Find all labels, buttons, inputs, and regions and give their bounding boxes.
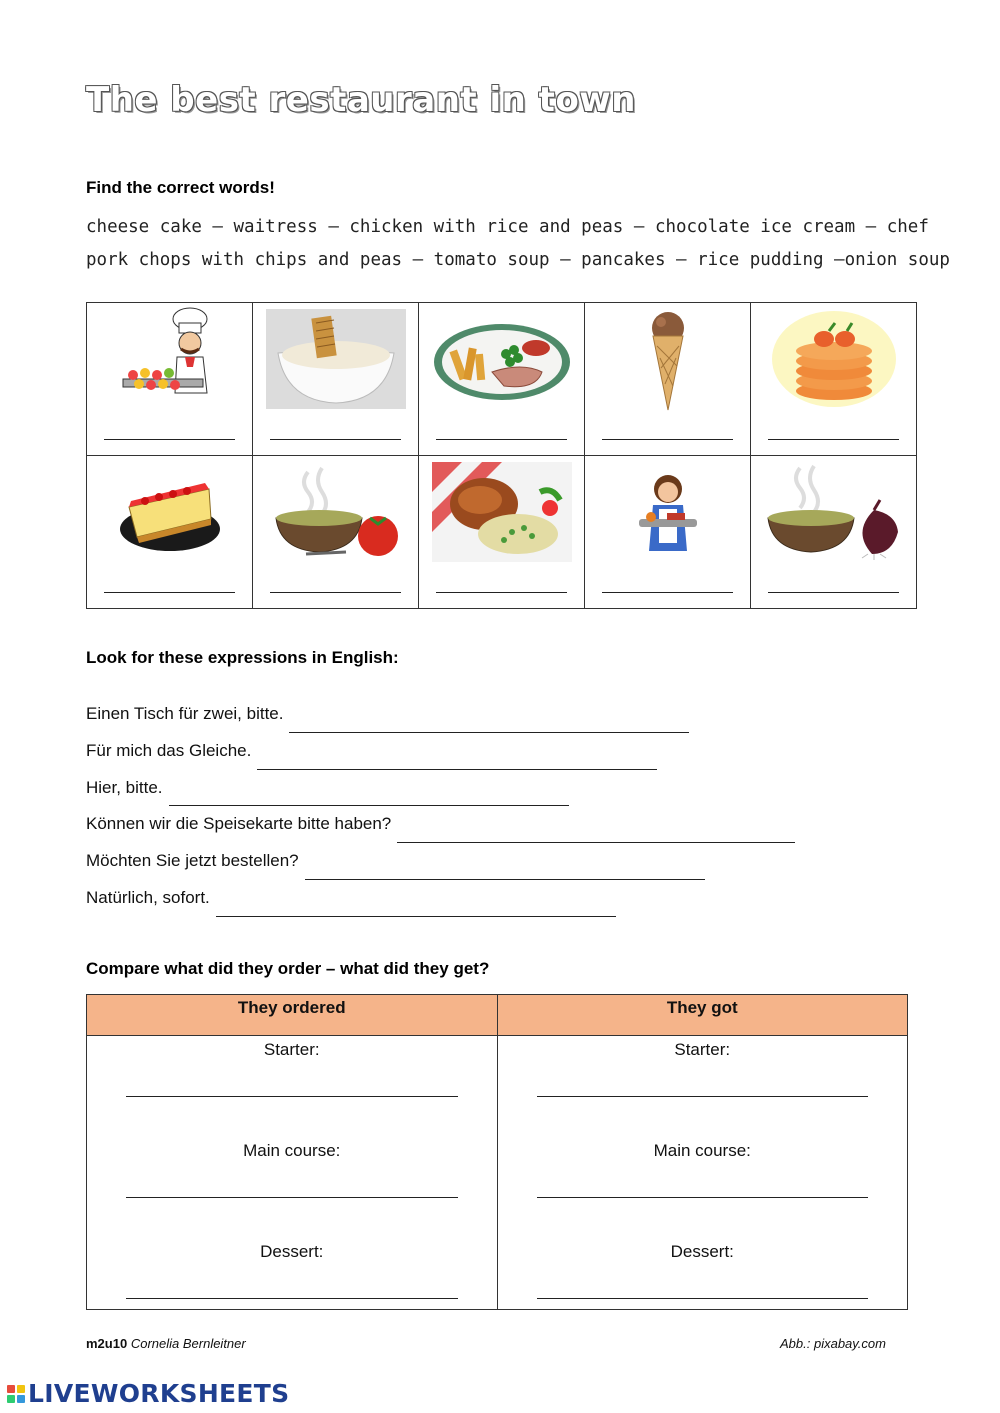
section-heading-find-words: Find the correct words! [86, 178, 275, 197]
footer-code: m2u10 [86, 1336, 128, 1351]
course-label: Dessert: [670, 1242, 734, 1261]
answer-line[interactable] [289, 704, 689, 733]
course-slot [87, 1242, 497, 1262]
word-bank [86, 211, 950, 277]
expression-row [86, 843, 795, 880]
picture-cell [419, 456, 585, 609]
liveworksheets-logo[interactable] [7, 1379, 289, 1408]
answer-blank[interactable] [104, 439, 235, 440]
word-bank-line: cheese cake – waitress – chicken with rice and peas – chocolate ice cream – chef [86, 217, 929, 237]
answer-line[interactable] [257, 741, 657, 770]
expression-row [86, 733, 795, 770]
picture-cell [751, 456, 917, 609]
course-slot [498, 1242, 908, 1262]
ice-cream-picture [585, 305, 750, 413]
answer-line[interactable] [126, 1096, 458, 1097]
answer-blank[interactable] [602, 592, 733, 593]
picture-cell [751, 303, 917, 456]
answer-line[interactable] [126, 1298, 458, 1299]
answer-line[interactable] [537, 1197, 869, 1198]
course-slot [87, 1040, 497, 1060]
expression-text: Möchten Sie jetzt bestellen? [86, 851, 299, 871]
answer-blank[interactable] [768, 592, 899, 593]
answer-blank[interactable] [436, 592, 567, 593]
picture-cell [419, 303, 585, 456]
course-label: Main course: [653, 1141, 751, 1160]
expression-row [86, 806, 795, 843]
tomato-soup-picture [253, 458, 418, 566]
logo-blocks-icon [7, 1385, 25, 1403]
course-label: Dessert: [260, 1242, 324, 1261]
expression-row [86, 770, 795, 807]
answer-blank[interactable] [270, 592, 401, 593]
course-slot [87, 1141, 497, 1161]
answer-line[interactable] [537, 1096, 869, 1097]
picture-cell [585, 456, 751, 609]
answer-blank[interactable] [436, 439, 567, 440]
answer-line[interactable] [305, 851, 705, 880]
section-heading-compare: Compare what did they order – what did they get? [86, 959, 490, 978]
expression-text: Einen Tisch für zwei, bitte. [86, 704, 284, 723]
compare-table [86, 994, 908, 1310]
expression-text: Hier, bitte. [86, 777, 163, 797]
course-label: Main course: [243, 1141, 341, 1160]
section-heading-expressions: Look for these expressions in English: [86, 648, 399, 667]
ordered-column [87, 1036, 498, 1310]
course-label: Starter: [674, 1040, 731, 1059]
picture-grid [86, 302, 917, 609]
answer-blank[interactable] [602, 439, 733, 440]
chicken-rice-picture [419, 458, 584, 566]
answer-blank[interactable] [768, 439, 899, 440]
picture-cell [253, 456, 419, 609]
picture-cell [87, 456, 253, 609]
expression-row [86, 696, 795, 733]
expression-text: Können wir die Speisekarte bitte haben? [86, 814, 392, 834]
rice-pudding-picture [253, 305, 418, 413]
answer-line[interactable] [216, 888, 616, 917]
cheese-cake-picture [87, 458, 252, 566]
answer-line[interactable] [537, 1298, 869, 1299]
expression-row [86, 880, 795, 917]
pork-chops-picture [419, 305, 584, 413]
course-label: Starter: [263, 1040, 320, 1059]
onion-soup-picture [751, 458, 916, 566]
got-column [497, 1036, 908, 1310]
picture-cell [585, 303, 751, 456]
chef-picture [87, 305, 252, 413]
column-header-ordered: They ordered [87, 995, 498, 1036]
footer-credit [780, 1336, 886, 1351]
course-slot [498, 1040, 908, 1060]
answer-blank[interactable] [104, 592, 235, 593]
expression-list [86, 696, 795, 917]
answer-line[interactable] [169, 777, 569, 806]
answer-line[interactable] [126, 1197, 458, 1198]
page-title: The best restaurant in town [86, 80, 636, 120]
course-slot [498, 1141, 908, 1161]
waitress-picture [585, 458, 750, 566]
brand-name: LIVEWORKSHEETS [28, 1379, 290, 1408]
pancakes-picture [751, 305, 916, 413]
picture-cell [253, 303, 419, 456]
answer-blank[interactable] [270, 439, 401, 440]
picture-cell [87, 303, 253, 456]
expression-text: Natürlich, sofort. [86, 887, 210, 907]
footer-credit-text: Abb.: pixabay.com [780, 1336, 886, 1351]
column-header-got: They got [497, 995, 908, 1036]
footer-author-name: Cornelia Bernleitner [130, 1336, 246, 1351]
footer-author [86, 1336, 246, 1351]
expression-text: Für mich das Gleiche. [86, 740, 252, 760]
answer-line[interactable] [397, 814, 795, 843]
word-bank-line: pork chops with chips and peas – tomato soup – pancakes – rice pudding –onion soup [86, 250, 950, 270]
